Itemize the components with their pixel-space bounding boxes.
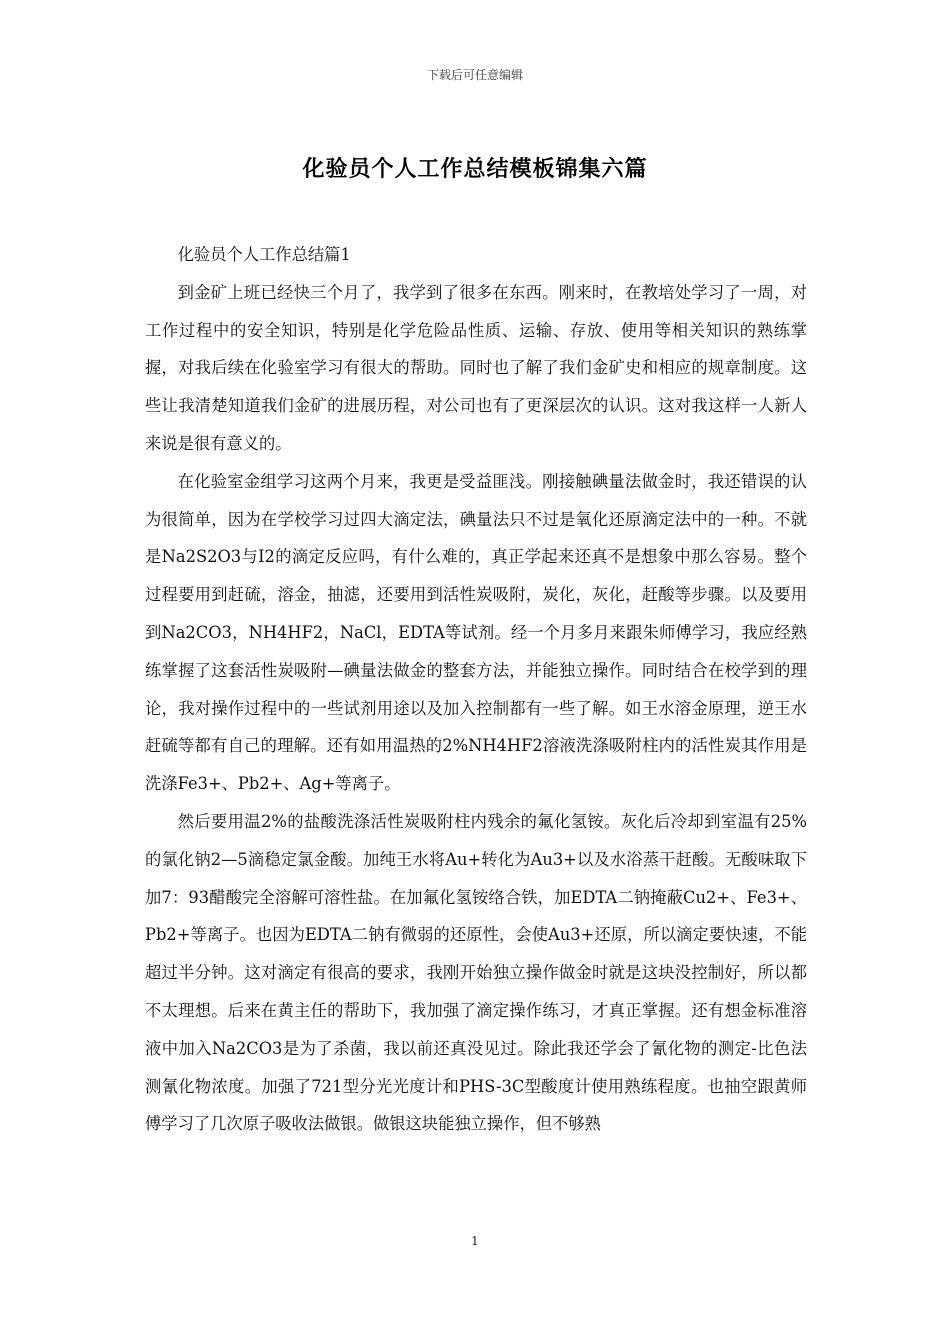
page-number: 1 bbox=[471, 1234, 479, 1248]
page-header: 下载后可任意编辑 bbox=[426, 68, 523, 82]
document-title: 化验员个人工作总结模板锦集六篇 bbox=[302, 156, 648, 182]
section-heading: 化验员个人工作总结篇1 bbox=[177, 245, 351, 264]
paragraph-2: 在化验室金组学习这两个月来，我更是受益匪浅。刚接触碘量法做金时，我还错误的认为很简单，因为在学校学习过四大滴定法，碘量法只不过是氧化还原滴定法中的一种。不就是Na2S2O3与I2的滴定反应吗，有什么难的，真正学起来还真不是想象中那么容易。整个过程要用到赶硫，溶金，抽滤，还要用到活性炭吸附，炭化，灰化，赶酸等步骤。以及要用到Na2CO3，NH4HF2，NaCl，EDTA等试剂。经一个月多月来跟朱师傅学习，我应经熟练掌握了这套活性炭吸附—碘量法做金的整套方法，并能独立操作。同时结合在校学到的理论，我对操作过程中的一些试剂用途以及加入控制都有一些了解。如王水溶金原理，逆王水赶硫等都有自己的理解。还有如用温热的2%NH4HF2溶液洗涤吸附柱内的活性炭其作用是洗涤Fe3+、Pb2+、Ag+等离子。 bbox=[145, 471, 807, 794]
paragraph-3: 然后要用温2%的盐酸洗涤活性炭吸附柱内残余的氟化氢铵。灰化后冷却到室温有25%的氯化钠2—5滴稳定氯金酸。加纯王水将Au+转化为Au3+以及水浴蒸干赶酸。无酸味取下加7：93醋酸完全溶解可溶性盐。在加氟化氢铵络合铁，加EDTA二钠掩蔽Cu2+、Fe3+、Pb2+等离子。也因为EDTA二钠有微弱的还原性，会使Au3+还原，所以滴定要快速，不能超过半分钟。这对滴定有很高的要求，我刚开始独立操作做金时就是这块没控制好，所以都不太理想。后来在黄主任的帮助下，我加强了滴定操作练习，才真正掌握。还有想金标准溶液中加入Na2CO3是为了杀菌，我以前还真没见过。除此我还学会了氰化物的测定-比色法测氰化物浓度。加强了721型分光光度计和PHS-3C型酸度计使用熟练程度。也抽空跟黄师傅学习了几次原子吸收法做银。做银这块能独立操作，但不够熟 bbox=[145, 811, 807, 1134]
paragraph-1: 到金矿上班已经快三个月了，我学到了很多在东西。刚来时，在教培处学习了一周，对工作过程中的安全知识，特别是化学危险品性质、运输、存放、使用等相关知识的熟练掌握，对我后续在化验室学习有很大的帮助。同时也了解了我们金矿史和相应的规章制度。这些让我清楚知道我们金矿的进展历程，对公司也有了更深层次的认识。这对我这样一人新人来说是很有意义的。 bbox=[145, 282, 807, 453]
document-body bbox=[145, 236, 807, 1134]
